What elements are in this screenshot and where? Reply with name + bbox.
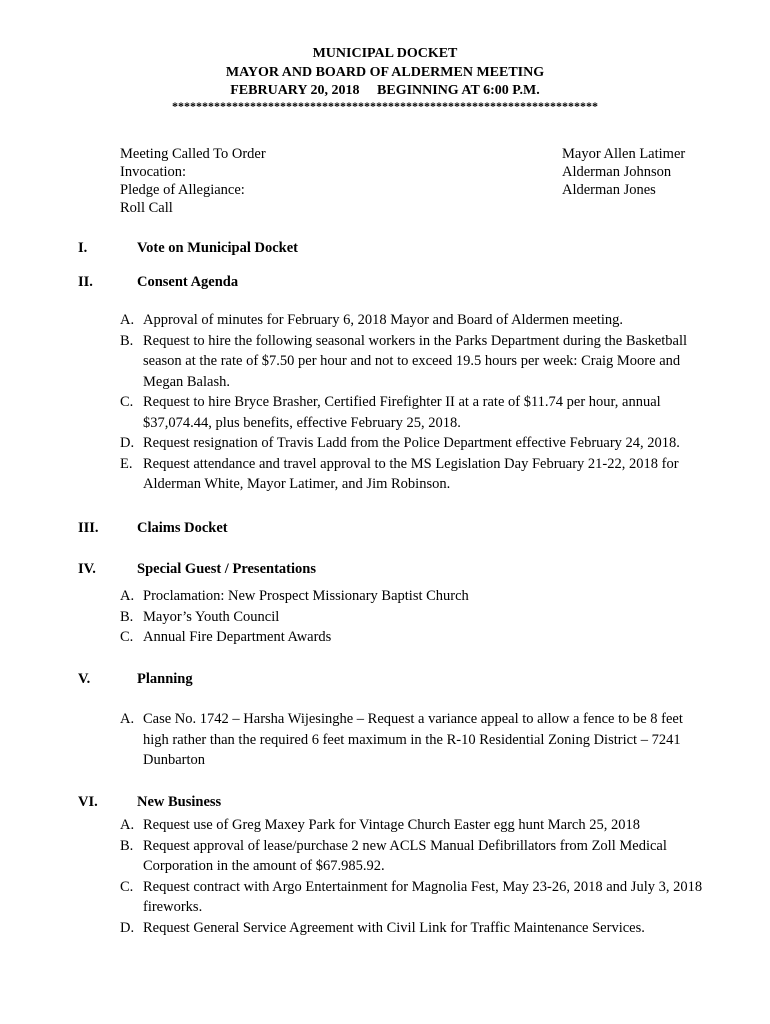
item-letter: A.	[120, 711, 135, 727]
item-text: Request resignation of Travis Ladd from the Police Department effective February 24, 2018.	[143, 435, 680, 451]
list-item	[120, 331, 710, 393]
meeting-name: MAYOR AND BOARD OF ALDERMEN MEETING	[225, 64, 545, 80]
opening-item: Pledge of Allegiance:	[120, 182, 245, 198]
list-item	[120, 433, 710, 454]
item-text: Request approval of lease/purchase 2 new ACLS Manual Defibrillators from Zoll Medical Corporation in the amount of $67.985.92.	[143, 837, 667, 874]
section-number: I.	[78, 240, 88, 256]
opening-item: Meeting Called To Order	[120, 146, 266, 162]
docket-header	[0, 45, 770, 113]
list-item	[120, 877, 710, 918]
section-items	[120, 586, 710, 648]
item-letter: C.	[120, 394, 134, 410]
section-heading	[78, 669, 193, 689]
list-item	[120, 454, 710, 495]
list-item	[120, 392, 710, 433]
section-number: II.	[78, 274, 93, 290]
section-heading	[78, 792, 221, 812]
section-items	[120, 815, 710, 938]
section-items	[120, 310, 710, 495]
section-heading	[78, 238, 298, 258]
item-text: Request to hire Bryce Brasher, Certified Firefighter II at a rate of $11.74 per hour, annual $37,074.44, plus benefits, effective February 25, 2018.	[143, 394, 661, 431]
list-item	[120, 627, 710, 648]
item-text: Request General Service Agreement with Civil Link for Traffic Maintenance Services.	[143, 919, 645, 936]
item-letter: E.	[120, 455, 133, 472]
opening-item: Roll Call	[120, 200, 173, 216]
section-heading	[78, 518, 228, 538]
official-name: Alderman Jones	[562, 182, 656, 198]
item-letter: A.	[120, 312, 135, 328]
item-letter: C.	[120, 629, 134, 645]
section-title: Claims Docket	[137, 520, 228, 536]
item-letter: B.	[120, 608, 134, 625]
item-letter: B.	[120, 332, 134, 349]
item-text: Request use of Greg Maxey Park for Vintage Church Easter egg hunt March 25, 2018	[143, 817, 640, 833]
item-letter: C.	[120, 878, 134, 895]
list-item	[120, 310, 710, 331]
section-number: V.	[78, 671, 91, 687]
section-title: Special Guest / Presentations	[137, 561, 316, 577]
section-title: Planning	[137, 671, 193, 687]
meeting-date-time: FEBRUARY 20, 2018 BEGINNING AT 6:00 P.M.	[230, 83, 540, 98]
section-number: III.	[78, 520, 99, 536]
section-heading	[78, 272, 238, 292]
section-title: Consent Agenda	[137, 274, 239, 290]
opening-block	[120, 145, 710, 225]
item-text: Approval of minutes for February 6, 2018 Mayor and Board of Aldermen meeting.	[143, 312, 624, 328]
item-letter: D.	[120, 435, 135, 451]
list-item	[120, 815, 710, 836]
section-items	[120, 709, 710, 771]
item-text: Case No. 1742 – Harsha Wijesinghe – Request a variance appeal to allow a fence to be 8 feet high rather than the required 6 feet maximum in the R-10 Residential Zoning District – 7241 Dunbarton	[143, 711, 683, 768]
item-text: Annual Fire Department Awards	[143, 629, 332, 645]
asterisk-divider: ***********************************************************************	[172, 98, 598, 113]
item-letter: A.	[120, 588, 135, 604]
item-letter: A.	[120, 817, 135, 833]
item-text: Request attendance and travel approval to the MS Legislation Day February 21-22, 2018 for Alderman White, Mayor Latimer, and Jim Robinson.	[143, 455, 679, 492]
section-title: New Business	[137, 794, 222, 810]
opening-item: Invocation:	[120, 164, 187, 180]
official-name: Alderman Johnson	[562, 164, 672, 180]
item-text: Request contract with Argo Entertainment for Magnolia Fest, May 23-26, 2018 and July 3, 2018 fireworks.	[143, 878, 703, 915]
list-item	[120, 918, 710, 939]
section-title: Vote on Municipal Docket	[137, 240, 298, 256]
section-heading	[78, 559, 316, 579]
official-name: Mayor Allen Latimer	[562, 146, 686, 162]
opening-items	[120, 145, 266, 217]
opening-officials	[562, 145, 685, 199]
list-item	[120, 836, 710, 877]
item-text: Proclamation: New Prospect Missionary Baptist Church	[143, 588, 469, 604]
list-item	[120, 607, 710, 628]
item-text: Request to hire the following seasonal workers in the Parks Department during the Basketball season at the rate of $7.50 per hour and not to exceed 19.5 hours per week: Craig Moore and Megan Balash.	[143, 332, 688, 390]
section-number: IV.	[78, 561, 96, 577]
item-letter: D.	[120, 919, 135, 936]
item-text: Mayor’s Youth Council	[143, 608, 280, 625]
item-letter: B.	[120, 837, 134, 854]
section-number: VI.	[78, 794, 98, 810]
list-item	[120, 709, 710, 771]
list-item	[120, 586, 710, 607]
docket-title: MUNICIPAL DOCKET	[312, 46, 458, 61]
